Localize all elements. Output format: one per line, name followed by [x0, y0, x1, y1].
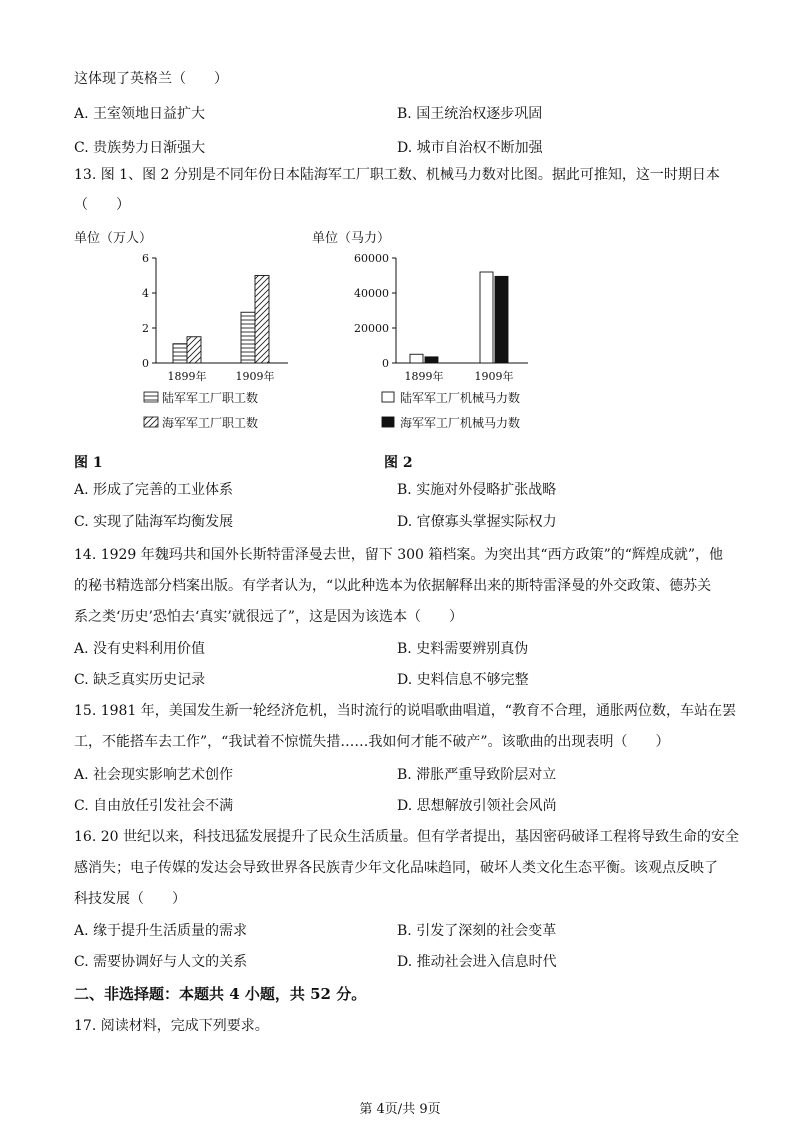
q12-option-c: C. 贵族势力日渐强大 — [74, 140, 206, 156]
q14-option-b: B. 史料需要辨别真伪 — [397, 641, 529, 657]
figure-1-caption: 图 1 — [74, 455, 103, 471]
q16-option-d: D. 推动社会进入信息时代 — [397, 954, 557, 970]
q15-stem-line2: 工，不能搭车去工作”，“我试着不惊慌失措……我如何才能不破产”。该歌曲的出现表明（ ） — [74, 734, 670, 750]
legend-navy-workers: 海军军工厂职工数 — [162, 416, 259, 430]
q12-option-a: A. 王室领地日益扩大 — [74, 106, 206, 122]
y-tick-label: 0 — [382, 357, 389, 370]
x-category-label: 1909年 — [235, 370, 275, 383]
legend-navy-workers-swatch — [144, 417, 158, 427]
q14-option-c: C. 缺乏真实历史记录 — [74, 672, 206, 688]
q14-option-a: A. 没有史料利用价值 — [74, 641, 206, 657]
y-tick-label: 40000 — [354, 287, 389, 300]
legend-army-horsepower-swatch — [382, 392, 394, 402]
legend-army-horsepower: 陆军军工厂机械马力数 — [400, 391, 521, 405]
section-2-heading: 二、非选择题：本题共 4 小题，共 52 分。 — [74, 985, 367, 1003]
fig2-unit-label: 单位（马力） — [312, 231, 391, 246]
q12-option-d: D. 城市自治权不断加强 — [397, 140, 543, 156]
legend-army-workers-swatch — [144, 392, 158, 402]
q16-option-c: C. 需要协调好与人文的关系 — [74, 954, 248, 970]
legend-navy-horsepower-swatch — [382, 417, 394, 427]
y-tick-label: 2 — [142, 322, 149, 335]
figure-2-caption: 图 2 — [384, 455, 413, 471]
q16-stem-line1: 16. 20 世纪以来，科技迅猛发展提升了民众生活质量。但有学者提出，基因密码破译工程将导致生命的安全 — [74, 829, 739, 845]
q14-stem-line3: 系之类‘历史’恐怕去‘真实’就很远了”，这是因为该选本（ ） — [74, 609, 463, 625]
x-category-label: 1909年 — [474, 370, 514, 383]
q16-stem-line2: 感消失；电子传媒的发达会导致世界各民族青少年文化品味趋同，破坏人类文化生态平衡。该观点反映了 — [74, 860, 718, 876]
q16-option-b: B. 引发了深刻的社会变革 — [397, 923, 557, 939]
q12-option-b: B. 国王统治权逐步巩固 — [397, 106, 543, 122]
legend-army-workers: 陆军军工厂职工数 — [162, 391, 259, 405]
bar-海军军工厂机械马力数-1909年 — [495, 276, 508, 363]
x-category-label: 1899年 — [404, 370, 444, 383]
q13-stem-line1: 13. 图 1、图 2 分别是不同年份日本陆海军工厂职工数、机械马力数对比图。据此可推知，这一时期日本 — [74, 167, 720, 183]
x-category-label: 1899年 — [167, 370, 207, 383]
q15-option-a: A. 社会现实影响艺术创作 — [74, 767, 234, 783]
legend-navy-horsepower: 海军军工厂机械马力数 — [400, 416, 521, 430]
page-number: 第 4页/共 9页 — [359, 1102, 441, 1117]
bar-海军军工厂职工数-1909年 — [255, 276, 269, 364]
q13-option-d: D. 官僚寡头掌握实际权力 — [397, 514, 557, 530]
q15-option-b: B. 滞胀严重导致阶层对立 — [397, 767, 557, 783]
fig1-unit-label: 单位（万人） — [74, 231, 153, 246]
y-tick-label: 6 — [142, 252, 149, 265]
q13-option-c: C. 实现了陆海军均衡发展 — [74, 514, 234, 530]
y-tick-label: 20000 — [354, 322, 389, 335]
q15-option-c: C. 自由放任引发社会不满 — [74, 798, 234, 814]
q14-option-d: D. 史料信息不够完整 — [397, 672, 529, 688]
y-tick-label: 0 — [142, 357, 149, 370]
bar-陆军军工厂职工数-1909年 — [241, 312, 255, 363]
bar-陆军军工厂机械马力数-1909年 — [480, 272, 493, 363]
y-tick-label: 4 — [142, 287, 149, 300]
q14-stem-line1: 14. 1929 年魏玛共和国外长斯特雷泽曼去世，留下 300 箱档案。为突出其“西方政策”的“辉煌成就”，他 — [74, 547, 724, 563]
bar-海军军工厂机械马力数-1899年 — [425, 357, 438, 363]
q16-stem-line3: 科技发展（ ） — [74, 891, 186, 907]
q13-option-a: A. 形成了完善的工业体系 — [74, 482, 234, 498]
q13-stem-line2: （ ） — [74, 197, 130, 213]
q16-option-a: A. 缘于提升生活质量的需求 — [74, 923, 248, 939]
q13-option-b: B. 实施对外侵略扩张战略 — [397, 482, 557, 498]
q15-stem-line1: 15. 1981 年，美国发生新一轮经济危机，当时流行的说唱歌曲唱道，“教育不合理，通胀两位数，车站在罢 — [74, 703, 736, 719]
q14-stem-line2: 的秘书精选部分档案出版。有学者认为，“以此种选本为依据解释出来的斯特雷泽曼的外交政策、德苏关 — [74, 578, 712, 594]
bar-陆军军工厂机械马力数-1899年 — [410, 354, 423, 363]
y-tick-label: 60000 — [354, 252, 389, 265]
bar-陆军军工厂职工数-1899年 — [173, 344, 187, 363]
q12-stem: 这体现了英格兰（ ） — [74, 71, 228, 87]
figure-2-chart — [300, 222, 600, 442]
bar-海军军工厂职工数-1899年 — [187, 337, 201, 363]
q15-option-d: D. 思想解放引领社会风尚 — [397, 798, 557, 814]
q17-stem: 17. 阅读材料，完成下列要求。 — [74, 1018, 269, 1034]
